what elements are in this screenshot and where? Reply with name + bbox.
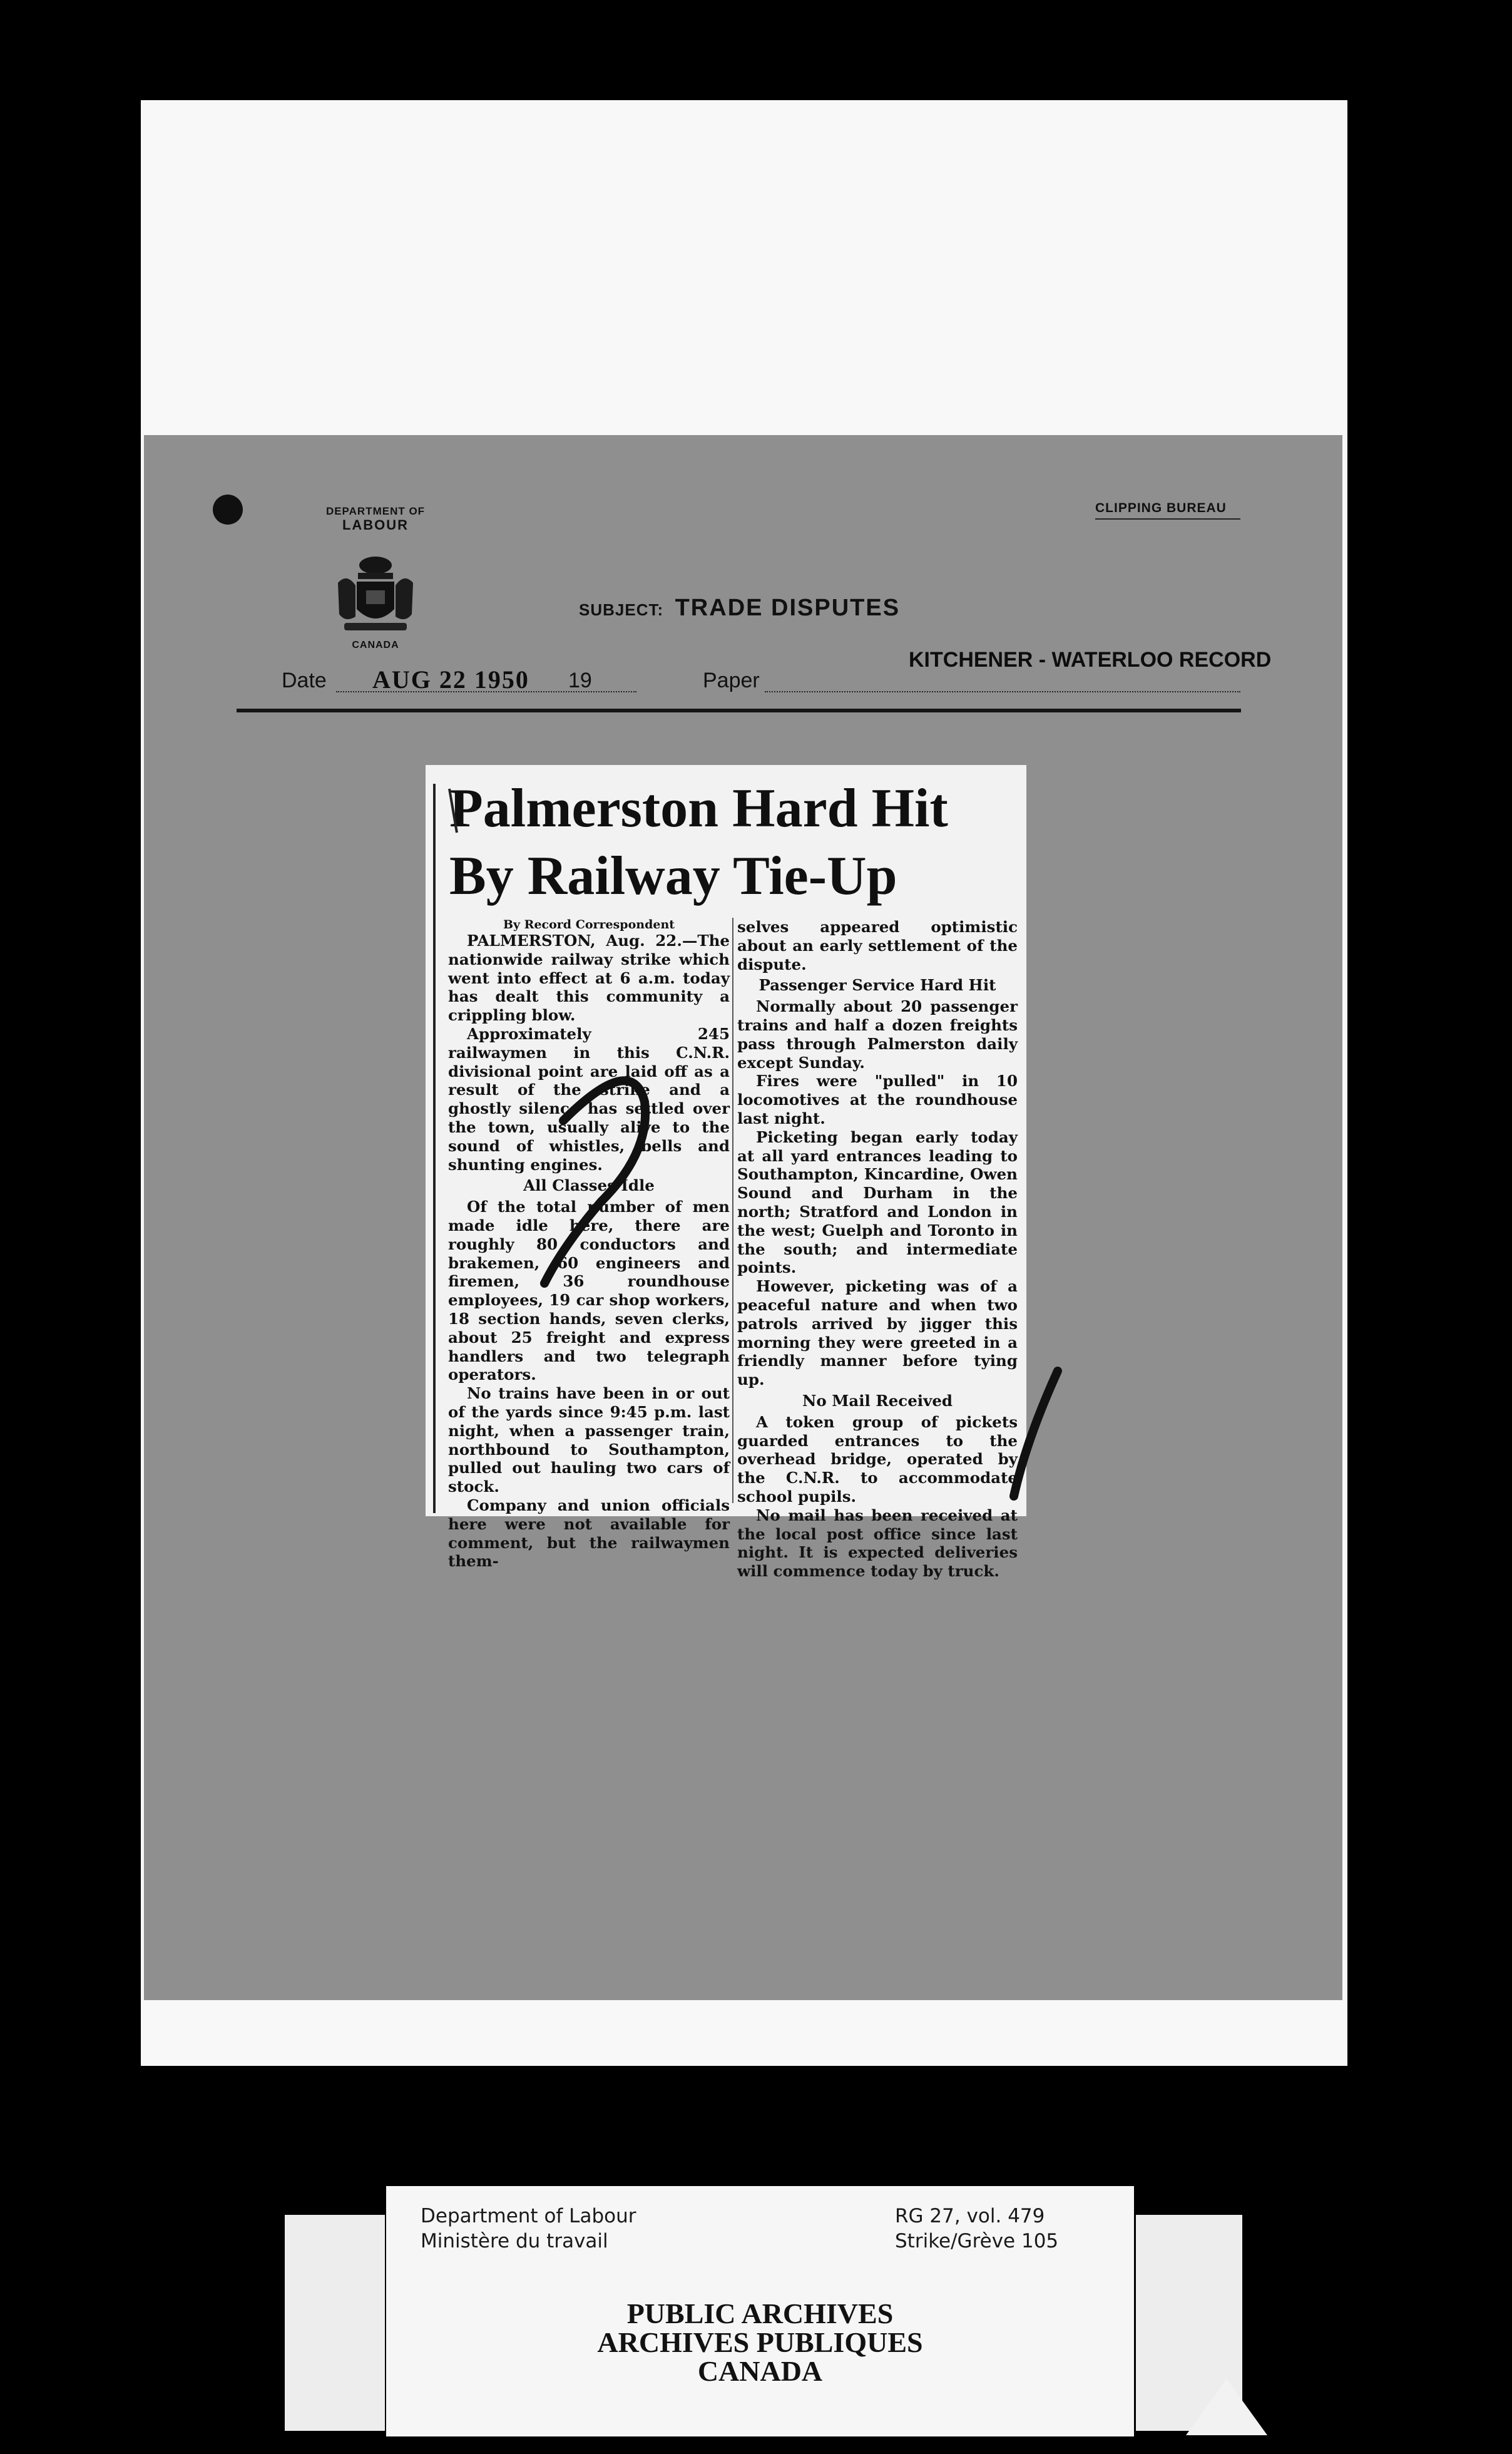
article-column-2 [737,918,1018,1581]
subject-label: SUBJECT: [579,600,664,619]
paper-line [765,691,1240,692]
coat-of-arms-icon [332,554,419,635]
paper-label: Paper [703,669,760,692]
headline-line-1: Palmerston Hard Hit [449,778,948,839]
paragraph: No mail has been received at the local post office since last night. It is expected deliveries will commence today by truck. [737,1506,1018,1581]
label-corner [1186,2379,1267,2435]
paragraph: Fires were "pulled" in 10 locomotives at the roundhouse last night. [737,1072,1018,1127]
date-label: Date [282,669,327,692]
paragraph: PALMERSTON, Aug. 22.—The nationwide railway strike which went into effect at 6 a.m. today has dealt this community a crippling blow. [448,932,730,1025]
label-strike-number: Strike/Grève 105 [895,2230,1059,2252]
column-divider [732,918,733,1503]
label-dept-fr: Ministère du travail [421,2230,608,2252]
paragraph: selves appeared optimistic about an early settlement of the dispute. [737,918,1018,973]
punch-hole [213,495,243,525]
paragraph: Approximately 245 railwaymen in this C.N.R. divisional point are laid off as a result of the strike and a ghostly silence has settled over the town, usually alive to the sound of whistles, bells and shunting engines. [448,1024,730,1174]
paragraph: No trains have been in or out of the yards since 9:45 p.m. last night, when a passenger train, northbound to Southampton, pulled out hauling two cars of stock. [448,1384,730,1496]
bureau-underline [1095,518,1240,520]
byline: By Record Correspondent [503,918,675,932]
department-line-2: LABOUR [342,516,409,533]
subheading: All Classes Idle [523,1176,655,1195]
subject-value: TRADE DISPUTES [675,595,901,621]
paragraph: Of the total number of men made idle here, there are roughly 80 conductors and brakemen, 60 engineers and firemen, 36 roundhouse employees, 19 car shop workers, 18 section hands, seven clerks, about 25 freight and express handlers and two telegraph operators. [448,1198,730,1384]
department-heading [313,506,438,533]
subject-row [579,595,900,622]
paragraph: A token group of pickets guarded entrances to the overhead bridge, operated by the C.N.R. to accommodate school pupils. [737,1412,1018,1506]
year-prefix: 19 [568,669,592,692]
archive-title-line-3: CANADA [697,2355,823,2387]
headline-line-2: By Railway Tie-Up [449,846,897,906]
heading-rule [237,709,1241,712]
archive-title-line-1: PUBLIC ARCHIVES [626,2297,894,2329]
label-reference: RG 27, vol. 479 [895,2205,1045,2227]
country-label: CANADA [352,640,399,650]
paragraph: However, picketing was of a peaceful nature and when two patrols arrived by jigger this morning they were greeted in a friendly manner before tying up. [737,1277,1018,1389]
subheading: No Mail Received [802,1391,953,1410]
label-tab-left [285,2215,385,2431]
headline [449,775,948,910]
department-line-1: DEPARTMENT OF [325,505,426,517]
paragraph: Company and union officials here were not available for comment, but the railwaymen them- [448,1496,730,1571]
paper-stamp: KITCHENER - WATERLOO RECORD [909,648,1272,672]
article-column-1 [448,918,730,1571]
clipping-edge [433,784,436,1513]
label-dept-en: Department of Labour [421,2205,636,2227]
clipping-bureau-label: CLIPPING BUREAU [1095,501,1227,515]
subheading: Passenger Service Hard Hit [759,976,996,995]
date-stamp: AUG 22 1950 [372,665,529,694]
archive-title-line-2: ARCHIVES PUBLIQUES [597,2326,923,2358]
paragraph: Picketing began early today at all yard entrances leading to Southampton, Kincardine, Owen Sound and Durham in the north; Stratford and London in the west; Guelph and Toronto in the south; and intermediate points. [737,1127,1018,1277]
paragraph: Normally about 20 passenger trains and half a dozen freights pass through Palmerston daily except Sunday. [737,997,1018,1072]
